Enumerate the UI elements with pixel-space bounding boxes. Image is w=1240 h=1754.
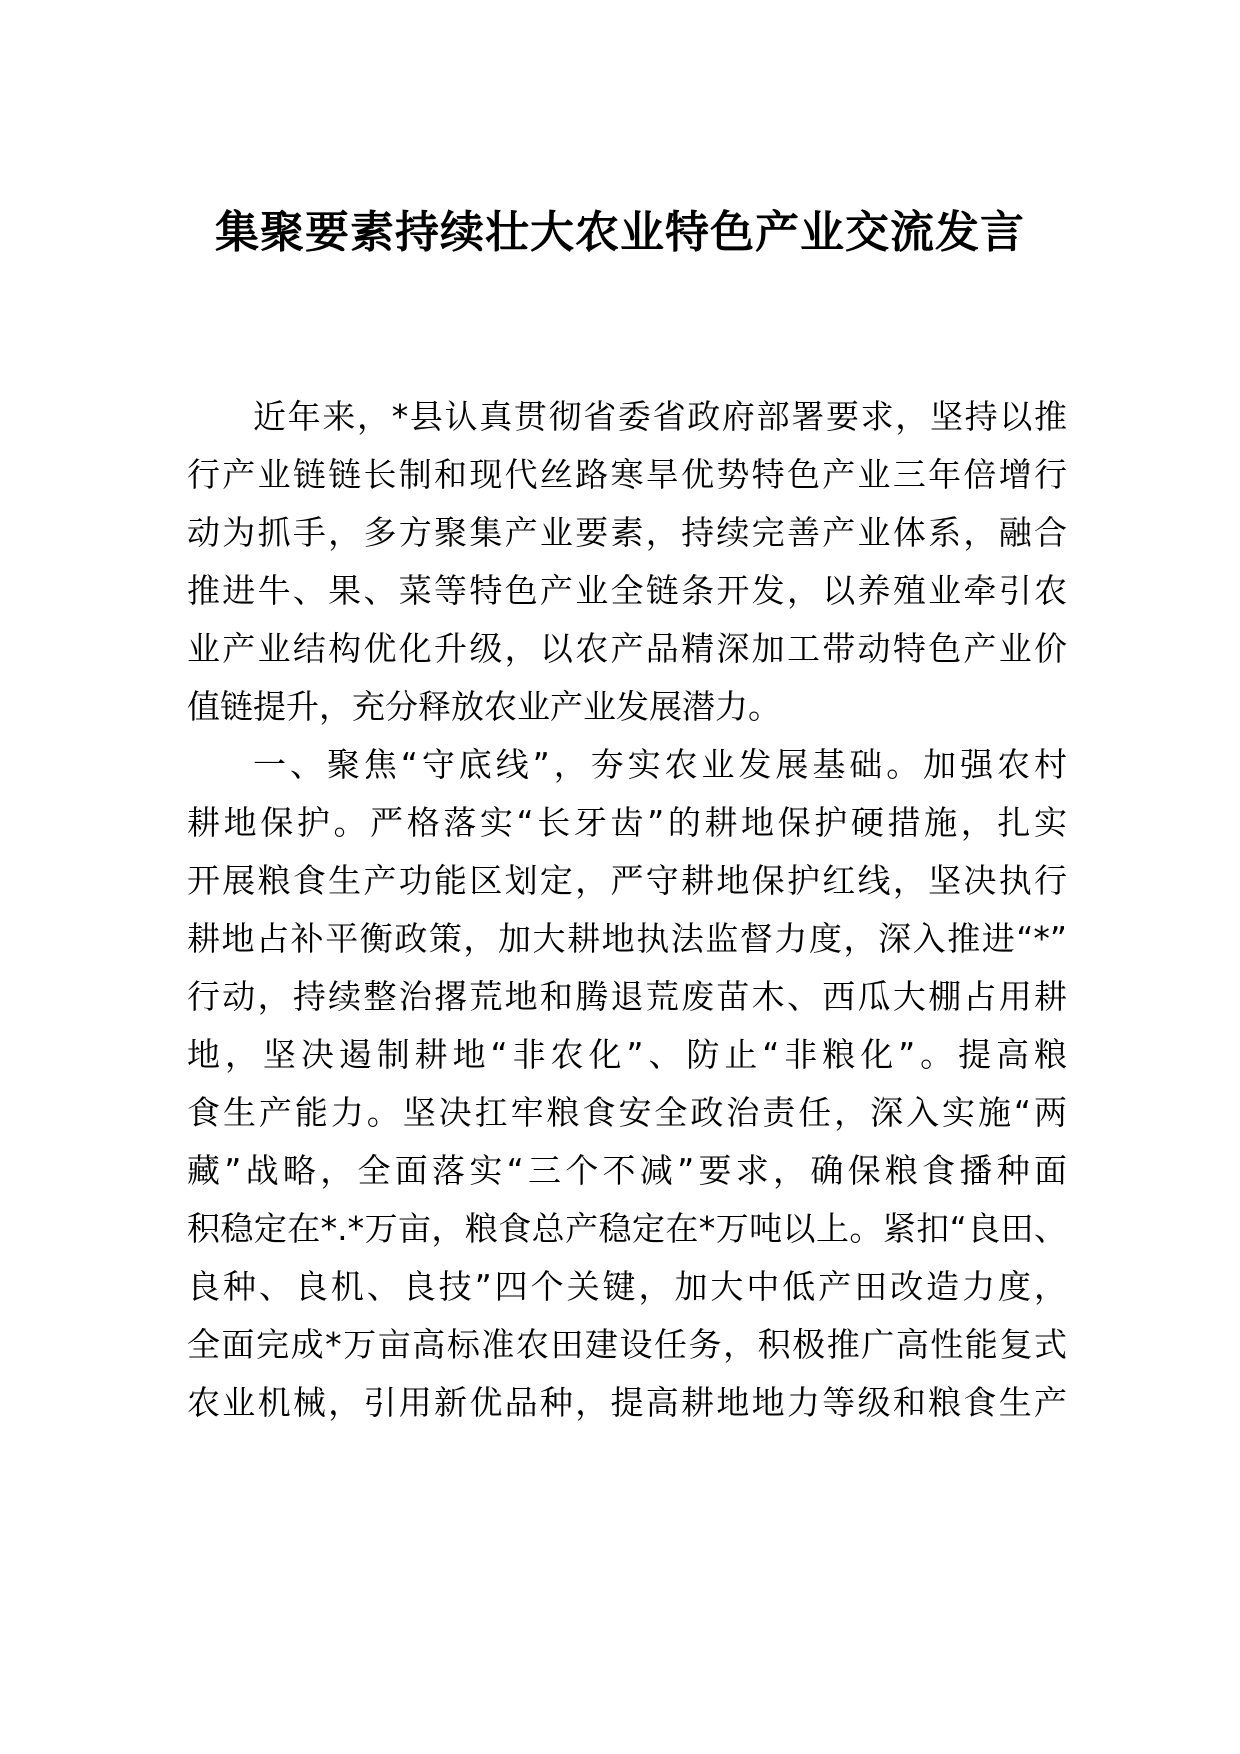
body-line: 开展粮食生产功能区划定，严守耕地保护红线，坚决执行 [187,861,1067,900]
body-line: 耕地占补平衡政策，加大耕地执法监督力度，深入推进“*” [187,919,1067,958]
body-line: 地，坚决遏制耕地“非农化”、防止“非粮化”。提高粮 [187,1035,1067,1074]
body-line: 良种、良机、良技”四个关键，加大中低产田改造力度， [187,1267,1067,1306]
body-line: 全面完成*万亩高标准农田建设任务，积极推广高性能复式 [187,1325,1067,1364]
body-line: 业产业结构优化升级，以农产品精深加工带动特色产业价 [187,629,1067,668]
body-line: 食生产能力。坚决扛牢粮食安全政治责任，深入实施“两 [187,1093,1067,1132]
body-line: 推进牛、果、菜等特色产业全链条开发，以养殖业牵引农 [187,571,1067,610]
body-line: 行动，持续整治撂荒地和腾退荒废苗木、西瓜大棚占用耕 [187,977,1067,1016]
body-line: 值链提升，充分释放农业产业发展潜力。 [187,687,781,726]
body-line: 动为抓手，多方聚集产业要素，持续完善产业体系，融合 [187,513,1067,552]
body-line: 耕地保护。严格落实“长牙齿”的耕地保护硬措施，扎实 [187,803,1067,842]
body-line: 积稳定在*.*万亩，粮食总产稳定在*万吨以上。紧扣“良田、 [187,1209,1067,1248]
document-title: 集聚要素持续壮大农业特色产业交流发言 [215,207,1025,258]
body-line: 一、聚焦“守底线”，夯实农业发展基础。加强农村 [253,745,1067,784]
body-line: 近年来，*县认真贯彻省委省政府部署要求，坚持以推 [253,397,1067,436]
body-line: 行产业链链长制和现代丝路寒旱优势特色产业三年倍增行 [187,455,1067,494]
body-line: 农业机械，引用新优品种，提高耕地地力等级和粮食生产 [187,1383,1067,1422]
body-line: 藏”战略，全面落实“三个不减”要求，确保粮食播种面 [187,1151,1067,1190]
